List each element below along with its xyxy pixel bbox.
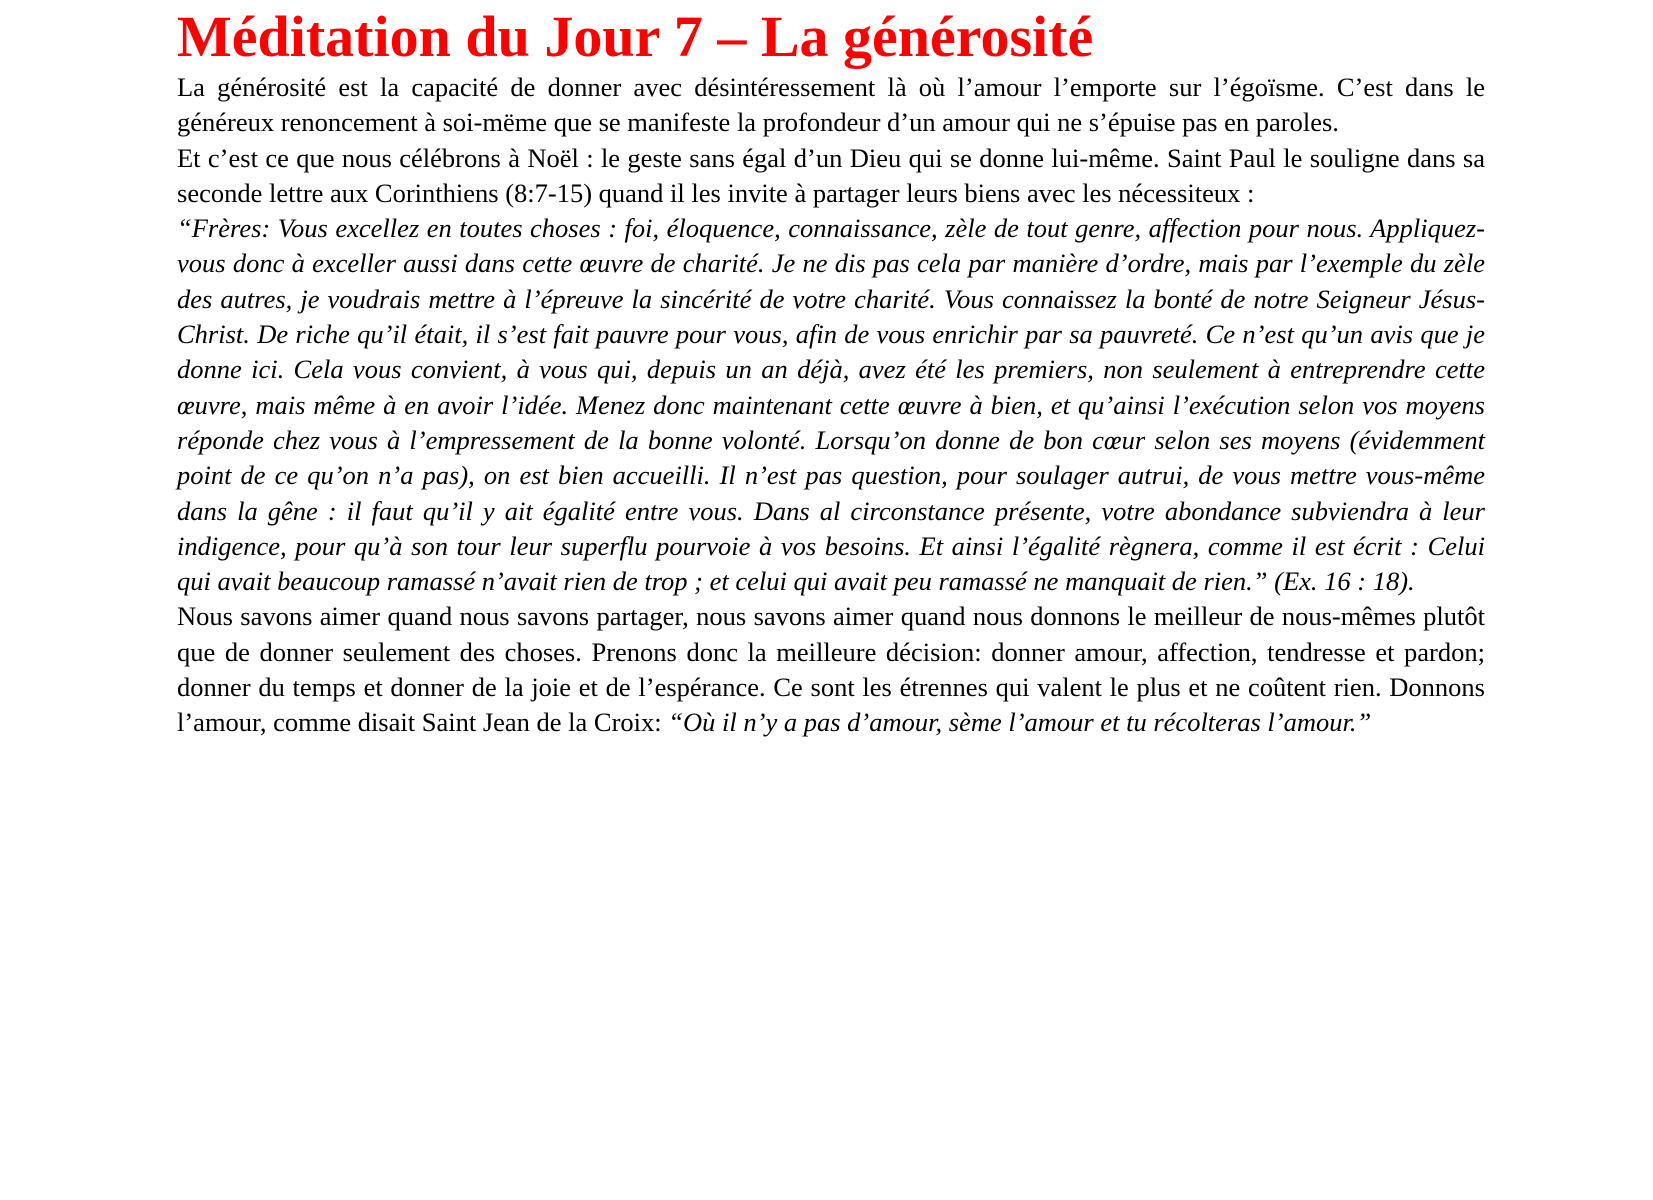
document-page [177,0,1485,741]
scripture-quote: “Frères: Vous excellez en toutes choses : foi, éloquence, connaissance, zèle de tout genre, affection pour nous. Appliquez-vous donc à exceller aussi dans cette œuvre de charité. Je ne dis pas cela par manière d’ordre, mais par l’exemple du zèle des autres, je voudrais mettre à l’épreuve la sincérité de votre charité. Vous connaissez la bonté de notre Seigneur Jésus-Christ. De riche qu’il était, il s’est fait pauvre pour vous, afin de vous enrichir par sa pauvreté. Ce n’est qu’un avis que je donne ici. Cela vous convient, à vous qui, depuis un an déjà, avez été les premiers, non seulement à entreprendre cette œuvre, mais même à en avoir l’idée. Menez donc maintenant cette œuvre à bien, et qu’ainsi l’exécution selon vos moyens réponde chez vous à l’empressement de la bonne volonté. Lorsqu’on donne de bon cœur selon ses moyens (évidemment point de ce qu’on n’a pas), on est bien accueilli. Il n’est pas question, pour soulager autrui, de vous mettre vous-même dans la gêne : il faut qu’il y ait égalité entre vous. Dans al circonstance présente, votre abondance subviendra à leur indigence, pour qu’à son tour leur superflu pourvoie à vos besoins. Et ainsi l’égalité règnera, comme il est écrit : Celui qui avait beaucoup ramassé n’avait rien de trop ; et celui qui avait peu ramassé ne manquait de rien.” (Ex. 16 : 18). [177,213,1485,597]
paragraph-intro: La générosité est la capacité de donner avec désintéressement là où l’amour l’emporte sur l’égoïsme. C’est dans le généreux renoncement à soi-mëme que se manifeste la profondeur d’un amour qui ne s’épuise pas en paroles. [177,72,1485,138]
paragraph-conclusion [177,599,1485,740]
paragraph-noel: Et c’est ce que nous célébrons à Noël : le geste sans égal d’un Dieu qui se donne lui-même. Saint Paul le souligne dans sa seconde lettre aux Corinthiens (8:7-15) quand il les invite à partager leurs biens avec les nécessiteux : [177,142,1485,208]
page-title: Méditation du Jour 7 – La générosité [177,4,1094,69]
paragraph-conclusion-text: Nous savons aimer quand nous savons partager, nous savons aimer quand nous donnons le meilleur de nous-mêmes plutôt que de donner seulement des choses. Prenons donc la meilleure décision: donner amour, affection, tendresse et pardon; donner du temps et donner de la joie et de l’espérance. Ce sont les étrennes qui valent le plus et ne coûtent rien. Donnons l’amour, comme disait Saint Jean de la Croix: [177,601,1485,738]
closing-quote: “Où il n’y a pas d’amour, sème l’amour et tu récolteras l’amour.” [668,707,1372,738]
